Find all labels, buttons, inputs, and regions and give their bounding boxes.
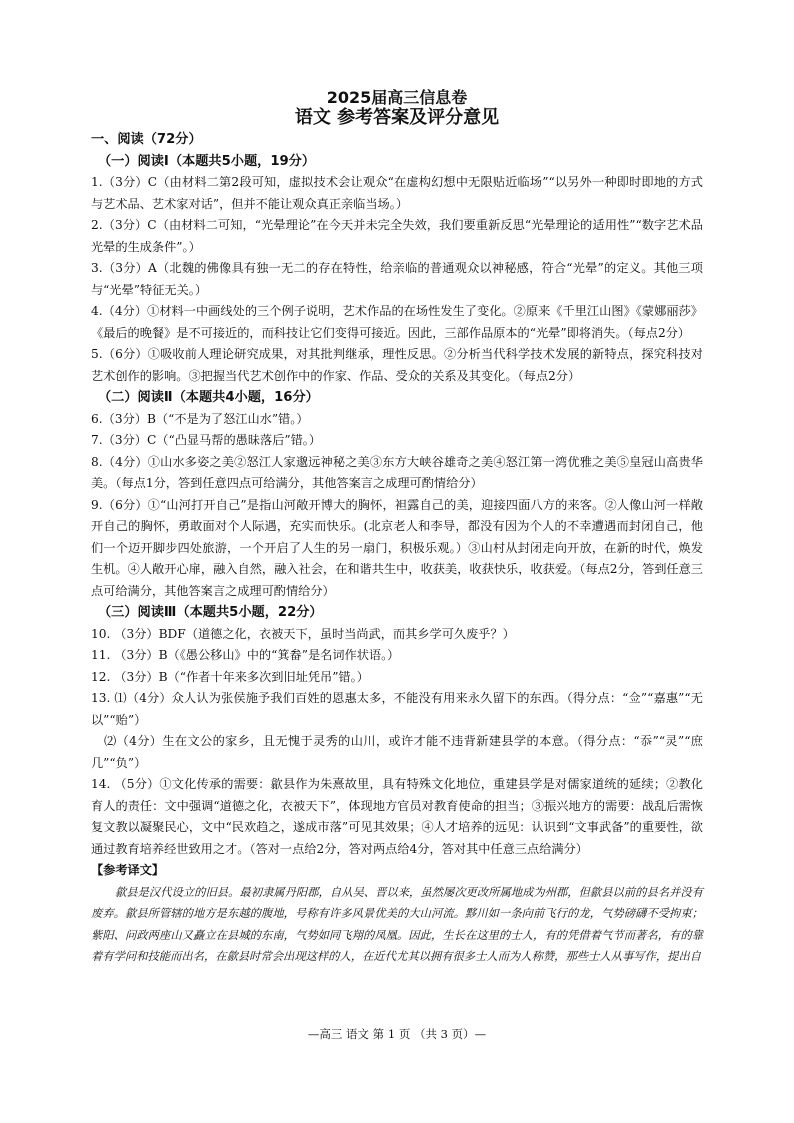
answer-item-12: 12. （3分）B（“作者十年来多次到旧址凭吊”错。） (91, 669, 369, 684)
subsection-heading-reading-1: （一）阅读Ⅰ（本题共5小题，19分） (98, 153, 316, 169)
answer-item-11: 11. （3分）B（《愚公移山》中的“箕畚”是名词作状语。） (91, 648, 400, 662)
answer-item-13-part-1: 13. ⑴（4分）众人认为张侯施予我们百姓的恩惠太多，不能没有用来永久留下的东西。（得分点：“佥”“嘉惠”“无以”“贻”） (91, 691, 703, 727)
exam-title: 2025届高三信息卷 (326, 88, 468, 107)
answer-item-9: 9.（6分）①“山河打开自己”是指山河敞开博大的胸怀，袒露自己的美，迎接四面八方的来客。②人像山河一样敞开自己的胸怀，勇敢面对个人际遇，充实而快乐。(北京老人和李导，都没有因为个人的不幸遭遇而封闭自己，他们一个迈开脚步四处旅游，一个开启了人生的另一扇门，积极乐观。）③山村从封闭走向开放，在新的时代，焕发生机。④人敞开心扉，融入自然，融入社会，在和谐共生中，收获美，收获快乐，收获爱。（每点2分，答到任意三点可给满分，其他答案言之成理可酌情给分） (91, 497, 703, 598)
answer-item-14: 14. （5分）①文化传承的需要：歙县作为朱熹故里，具有特殊文化地位，重建县学是对儒家道统的延续；②教化育人的责任：文中强调“道德之化，衣被天下”，体现地方官员对教育使命的担当；③振兴地方的需要：战乱后需恢复文教以凝聚民心，文中“民欢趋之，遂成市落”可见其效果；④人才培养的远见：认识到“文事武备”的重要性，欲通过教育培养经世致用之才。（答对一点给2分，答对两点给4分，答对其中任意三点给满分） (91, 777, 703, 856)
answer-item-1: 1.（3分）C（由材料二第2段可知，虚拟技术会让观众“在虚构幻想中无限贴近临场”“以另外一种即时即地的方式与艺术品、艺术家对话”，但并不能让观众真正亲临当场。） (91, 175, 703, 211)
reference-translation-heading: 【参考译文】 (91, 863, 165, 877)
answer-item-7: 7.（3分）C（“凸显马帮的愚昧落后”错。） (91, 433, 322, 447)
answer-item-4: 4.（4分）①材料一中画线处的三个例子说明，艺术作品的在场性发生了变化。②原来《千里江山图》《蒙娜丽莎》《最后的晚餐》是不可接近的，而科技让它们变得可接近。因此，三部作品原本的“光晕”即将消失。（每点2分） (91, 304, 703, 340)
page-footer: —高三 语文 第 1 页 （共 3 页）— (307, 1027, 487, 1041)
subsection-heading-reading-2: （二）阅读Ⅱ（本题共4小题，16分） (98, 390, 319, 405)
answer-item-2: 2.（3分）C（由材料二可知，“光晕理论”在今天并未完全失效，我们要重新反思“光晕理论的适用性”“数字艺术品光晕的生成条件”。） (91, 218, 703, 254)
answer-item-6: 6.（3分）B（“不是为了怒江山水”错。） (91, 411, 309, 426)
answer-item-13-part-2: ⑵（4分）生在文公的家乡，且无愧于灵秀的山川，或许才能不违背新建县学的本意。（得分点：“忝”“灵”“庶几”“负”） (91, 734, 703, 770)
answer-item-10: 10. （3分）BDF（道德之化，衣被天下，虽时当尚武，而其乡学可久废乎？） (91, 626, 515, 641)
reference-translation-text: 歙县是汉代设立的旧县。最初隶属丹阳郡，自从吴、晋以来，虽然屡次更改所属地成为州郡，但歙县以前的县名并没有废弃。歙县所管辖的地方是东越的腹地，号称有许多风景优美的大山河流。黟川如一条向前飞行的龙，气势磅礴不受拘束；紫阳、问政两座山又矗立在县城的东南，气势如同飞翔的凤凰。因此，生长在这里的士人，有的凭借着气节而著名，有的靠着有学问和技能而出名，在歙县时常会出现这样的人，在近代尤其以拥有很多士人而为人称赞，那些士人从事写作，提出自 (91, 885, 703, 963)
answer-item-3: 3.（3分）A（北魏的佛像具有独一无二的存在特性，给亲临的普通观众以神秘感，符合“光晕”的定义。其他三项与“光晕”特征无关。） (91, 261, 703, 297)
answer-item-8: 8.（4分）①山水多姿之美②怒江人家邈远神秘之美③东方大峡谷雄奇之美④怒江第一湾优雅之美⑤皇冠山高贵华美。（每点1分，答到任意四点可给满分，其他答案言之成理可酌情给分） (91, 454, 703, 490)
answer-item-5: 5.（6分）①吸收前人理论研究成果，对其批判继承，理性反思。②分析当代科学技术发展的新特点，探究科技对艺术创作的影响。③把握当代艺术创作中的作家、作品、受众的关系及其变化。（每点2分） (91, 347, 703, 383)
answer-key-title: 语文 参考答案及评分意见 (294, 107, 500, 128)
answer-content (91, 129, 703, 968)
subsection-heading-reading-3: （三）阅读Ⅲ（本题共5小题，22分） (98, 605, 323, 620)
section-heading-reading: 一、阅读（72分） (91, 132, 202, 147)
